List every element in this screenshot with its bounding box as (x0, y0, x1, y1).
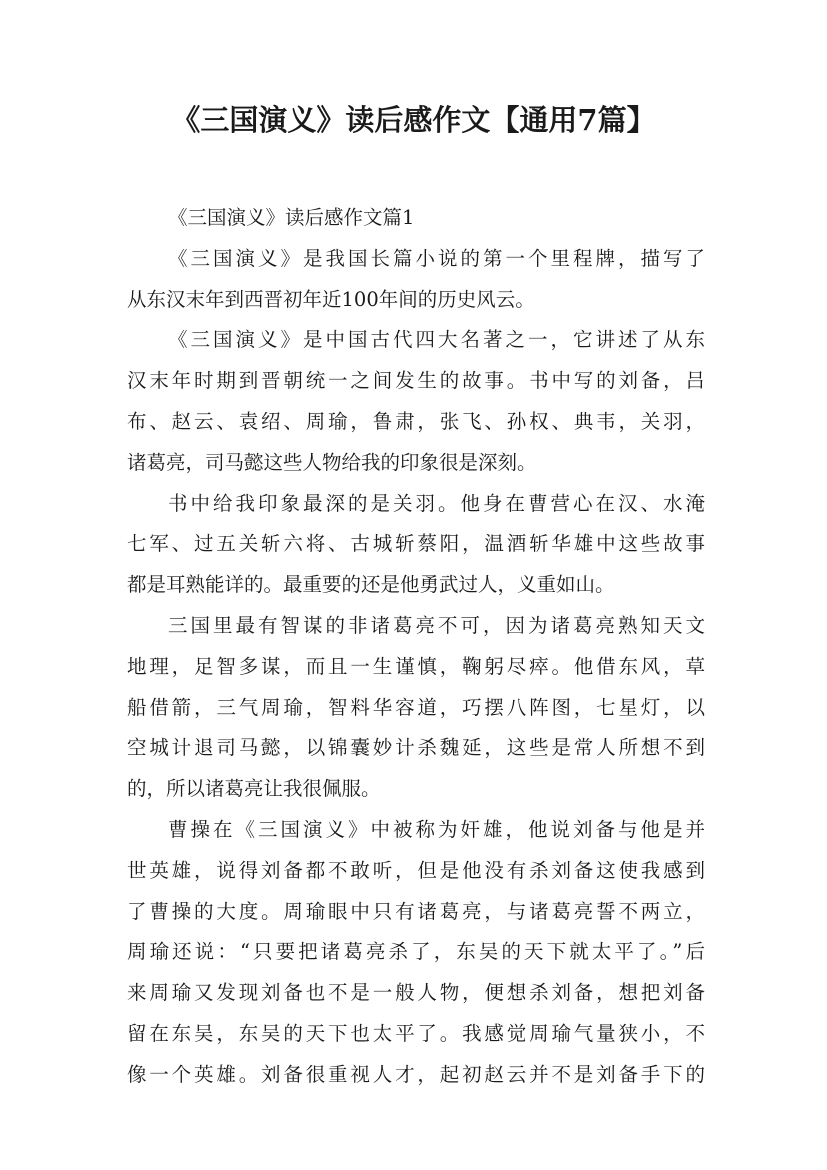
paragraph-line: 像一个英雄。刘备很重视人才，起初赵云并不是刘备手下的 (127, 1062, 705, 1086)
paragraph-line: 诸葛亮，司马懿这些人物给我的印象很是深刻。 (127, 450, 537, 474)
paragraph-line: 汉末年时期到晋朝统一之间发生的故事。书中写的刘备，吕 (127, 369, 705, 393)
paragraph-line: 书中给我印象最深的是关羽。他身在曹营心在汉、水淹 (168, 491, 705, 515)
paragraph-line: 来周瑜又发现刘备也不是一般人物，便想杀刘备，想把刘备 (127, 981, 705, 1005)
paragraph-line: 从东汉末年到西晋初年近100年间的历史风云。 (127, 287, 535, 311)
paragraph-line: 都是耳熟能详的。最重要的还是他勇武过人，义重如山。 (127, 573, 615, 597)
document-title: 《三国演义》读后感作文【通用7篇】 (171, 103, 656, 137)
paragraph-line: 的，所以诸葛亮让我很佩服。 (127, 777, 381, 801)
paragraph-line: 布、赵云、袁绍、周瑜，鲁肃，张飞、孙权、典韦，关羽， (127, 409, 705, 433)
paragraph-line: 曹操在《三国演义》中被称为奸雄，他说刘备与他是并 (168, 817, 705, 841)
paragraph-line: 了曹操的大度。周瑜眼中只有诸葛亮，与诸葛亮誓不两立， (127, 899, 705, 923)
section-heading: 《三国演义》读后感作文篇1 (168, 206, 415, 229)
paragraph-line: 船借箭，三气周瑜，智料华容道，巧摆八阵图，七星灯，以 (127, 695, 705, 719)
paragraph-line: 《三国演义》是我国长篇小说的第一个里程牌，描写了 (168, 246, 705, 270)
paragraph-line: 周瑜还说：“只要把诸葛亮杀了，东吴的天下就太平了。”后 (127, 940, 705, 964)
paragraph-line: 《三国演义》是中国古代四大名著之一，它讲述了从东 (168, 328, 705, 352)
paragraph-line: 世英雄，说得刘备都不敢听，但是他没有杀刘备这使我感到 (127, 858, 705, 882)
paragraph-line: 留在东吴，东吴的天下也太平了。我感觉周瑜气量狭小，不 (127, 1021, 705, 1045)
paragraph-line: 空城计退司马懿，以锦囊妙计杀魏延，这些是常人所想不到 (127, 736, 705, 760)
document-body (127, 198, 705, 1096)
paragraph-line: 三国里最有智谋的非诸葛亮不可，因为诸葛亮熟知天文 (168, 613, 705, 637)
paragraph-line: 七军、过五关斩六将、古城斩蔡阳，温酒斩华雄中这些故事 (127, 532, 705, 556)
paragraph-line: 地理，足智多谋，而且一生谨慎，鞠躬尽瘁。他借东风，草 (127, 654, 705, 678)
